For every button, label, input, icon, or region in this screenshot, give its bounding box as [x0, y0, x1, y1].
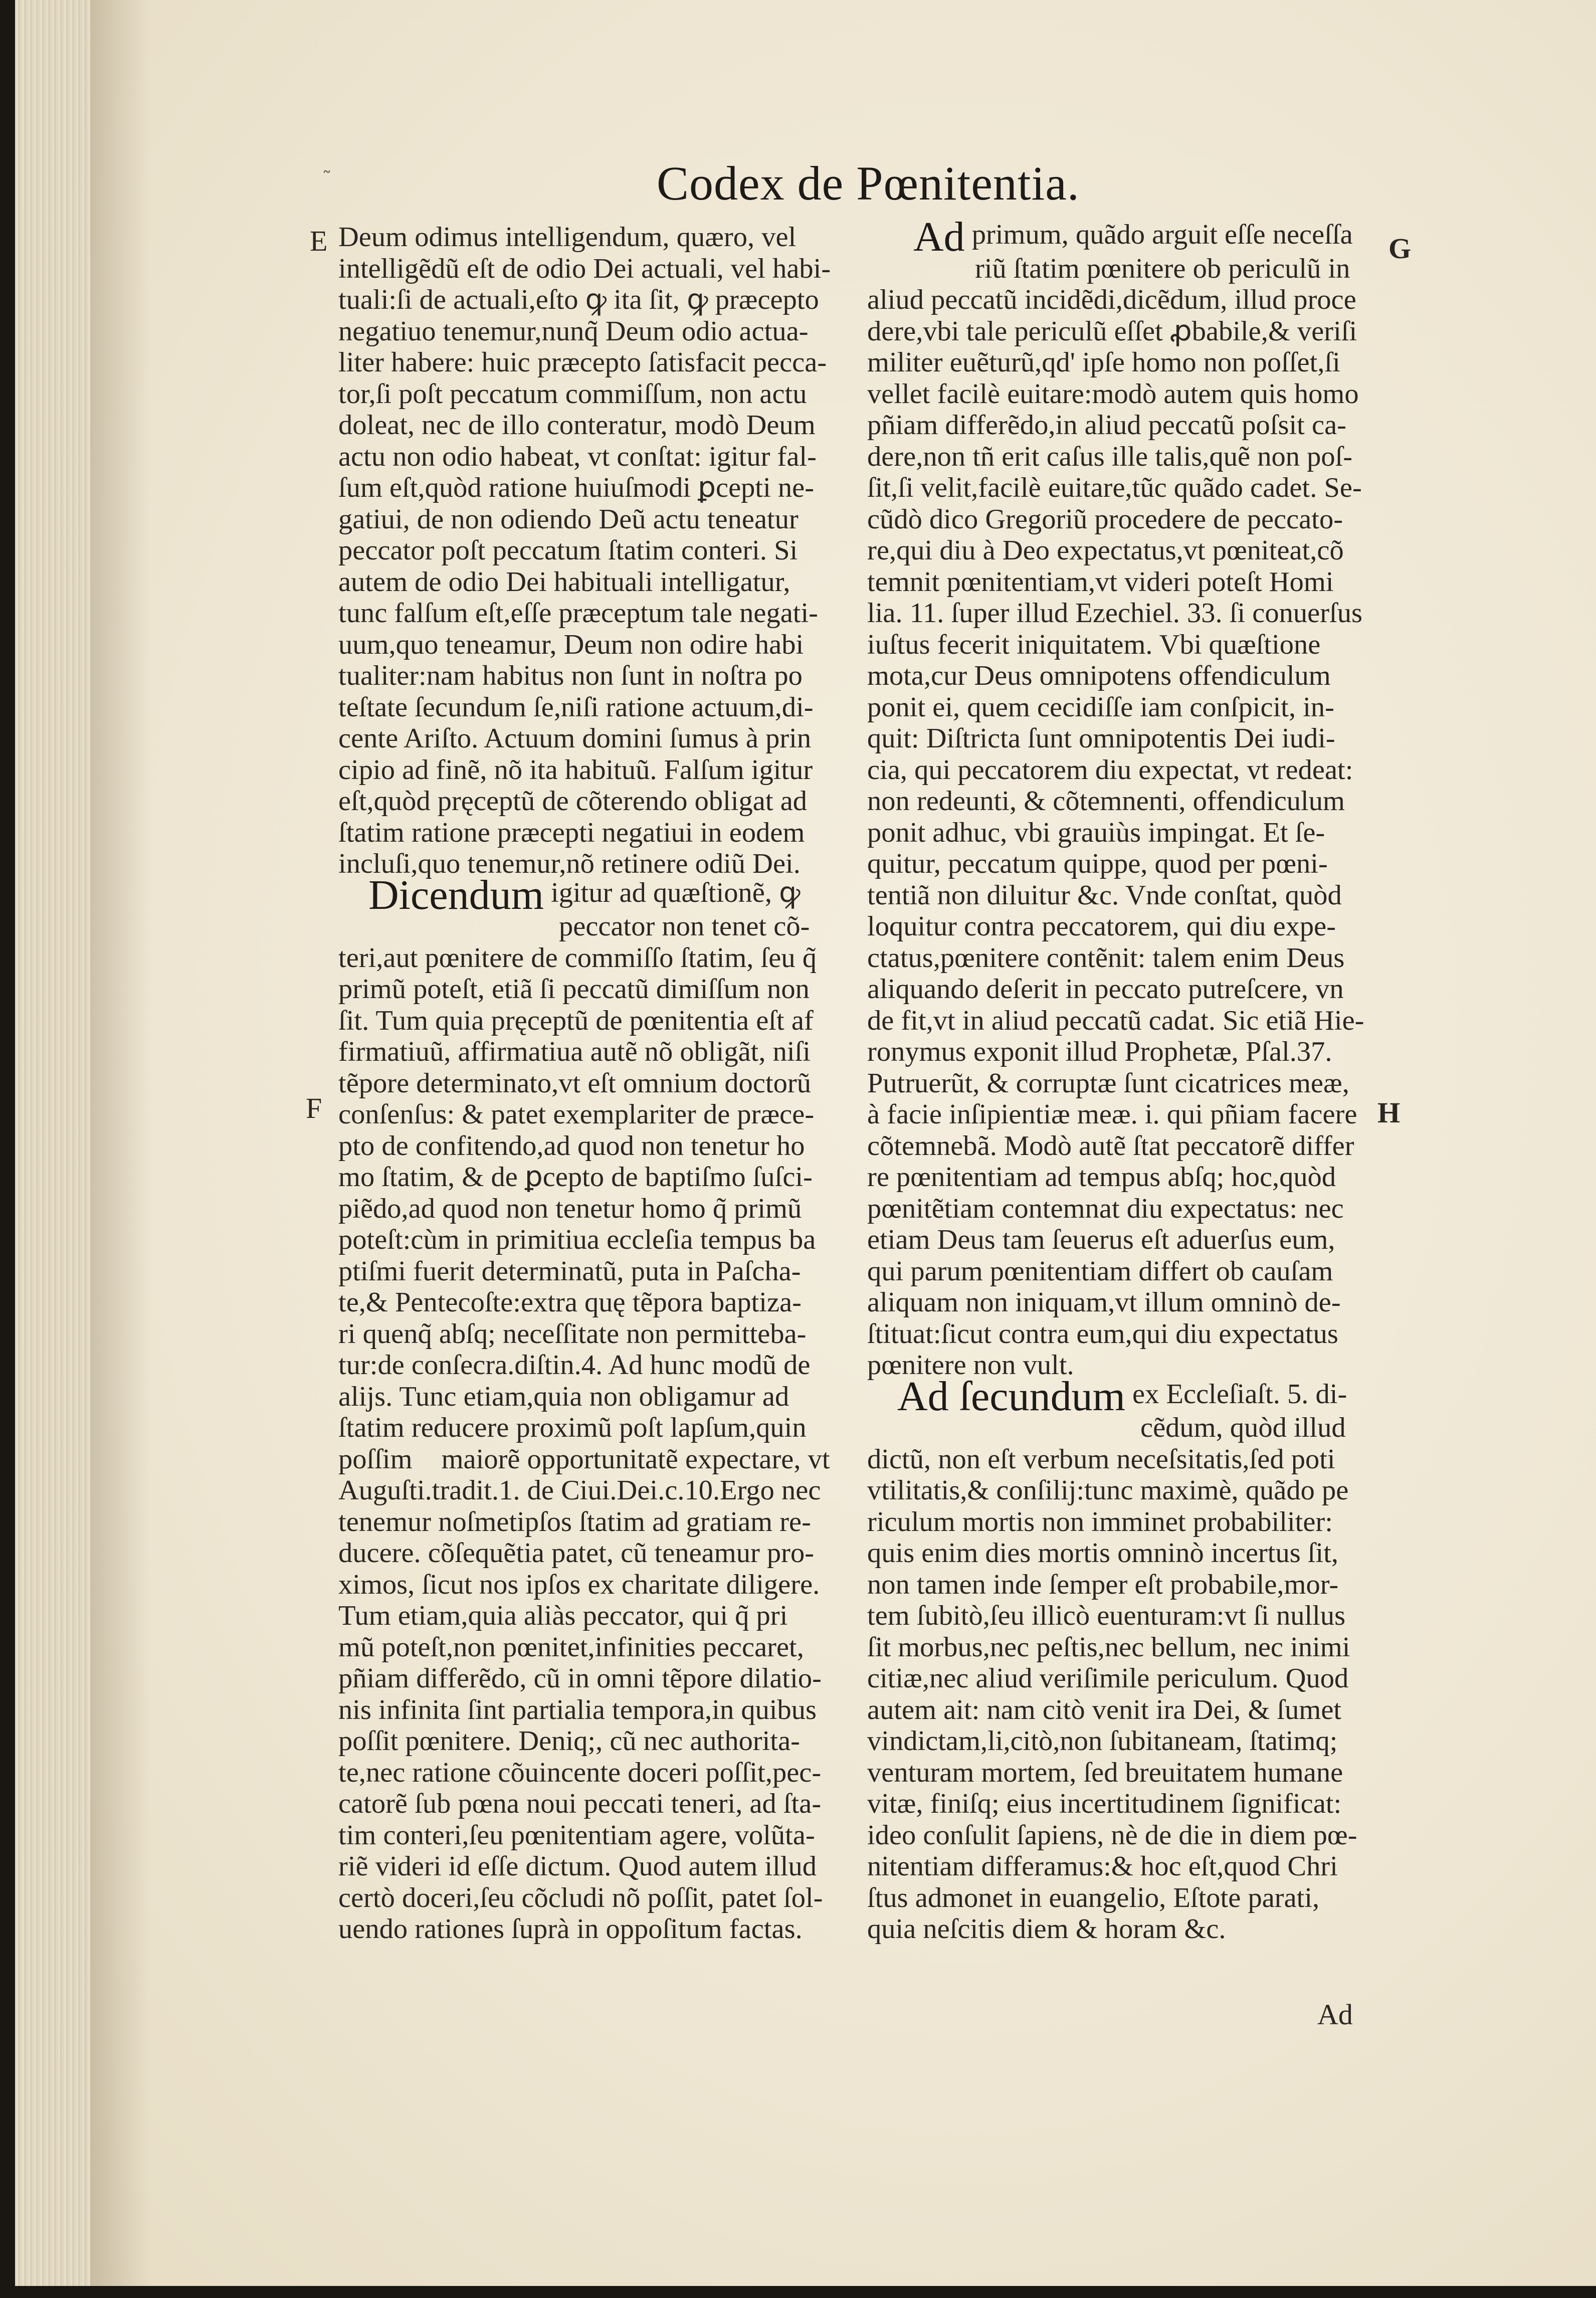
text-line: ptiſmi fuerit determinatũ, puta in Paſcha-	[338, 1255, 801, 1287]
text-line: vindictam,li,citò,non ſubitaneam, ſtatimq;	[867, 1726, 1338, 1757]
text-line: lia. 11. ſuper illud Ezechiel. 33. ſi conuerſus	[867, 598, 1362, 629]
text-line: vitæ, finiſq; eius incertitudinem ſignificat:	[867, 1788, 1342, 1819]
text-line: eſt,quòd pręceptũ de cõterendo obligat ad	[338, 786, 808, 817]
text-line: teri,aut pœnitere de commiſſo ſtatim, ſeu q̃	[338, 942, 817, 974]
text-line: Putruerũt, & corruptæ ſunt cicatrices meæ,	[867, 1067, 1349, 1099]
text-line: qui parum pœnitentiam differt ob cauſam	[867, 1255, 1333, 1287]
text-line: liter habere: huic præcepto ſatisfacit pecca-	[338, 347, 827, 378]
text-line: conſenſus: & patet exemplariter de præce-	[338, 1099, 815, 1130]
text-line: Auguſti.tradit.1. de Ciui.Dei.c.10.Ergo nec	[338, 1475, 821, 1506]
text-line: venturam mortem, ſed breuitatem humane	[867, 1757, 1343, 1788]
text-line: pto de confitendo,ad quod non tenetur ho	[338, 1130, 805, 1162]
text-line: ponit ei, quem cecidiſſe iam conſpicit, in-	[867, 691, 1334, 723]
text-line: ſit. Tum quia pręceptũ de pœnitentia eſt af	[338, 1005, 814, 1036]
text-line: te,& Pentecoſte:extra quę tẽpora baptiza-	[338, 1287, 802, 1318]
text-line: aliud peccatũ incidẽdi,dicẽdum, illud proce	[867, 284, 1356, 315]
book-page	[15, 0, 1596, 2286]
text-line: peccator poſt peccatum ſtatim conteri. Si	[338, 535, 798, 566]
text-line: quia neſcitis diem & horam &c.	[867, 1913, 1226, 1945]
text-line: dictũ, non eſt verbum neceſsitatis,ſed poti᷒	[867, 1443, 1357, 1475]
text-line: firmatiuũ, affirmatiua autẽ nõ obligãt, niſi	[338, 1036, 811, 1067]
text-line: ſum eſt,quòd ratione huiuſmodi ꝑcepti ne-	[338, 472, 815, 503]
text-line	[867, 214, 1388, 260]
text-line: riculum mortis non imminet probabiliter:	[867, 1506, 1333, 1538]
text-line: riẽ videri id eſſe dictum. Quod autem illud	[338, 1851, 817, 1882]
text-line: quit: Diſtricta ſunt omnipotentis Dei iudi-	[867, 723, 1335, 754]
text-line: poſſim᷒ maiorẽ opportunitatẽ expectare, vt	[338, 1443, 830, 1475]
text-line: pñiam differẽdo, cũ in omni tẽpore dilatio-	[338, 1663, 822, 1694]
text-line: mota,cur Deus omnipotens offendiculum	[867, 660, 1331, 691]
text-line: dere,non tñ erit caſus ille talis,quẽ non poſ-	[867, 441, 1353, 472]
text-line: peccator non tenet cõ-	[559, 911, 810, 942]
text-line: tenemur noſmetipſos ſtatim ad gratiam re-	[338, 1506, 811, 1538]
text-line: quitur, peccatum quippe, quod per pœni-	[867, 848, 1328, 879]
running-head: Codex de Pœnitentia.	[657, 156, 1080, 210]
text-line: aliquam non iniquam,vt illum omninò de-	[867, 1287, 1341, 1318]
margin-letter-g: G	[1388, 232, 1412, 265]
text-line: cente Ariſto. Actuum domini ſumus à prin	[338, 723, 812, 754]
left-column	[338, 222, 850, 1945]
text-line: piẽdo,ad quod non tenetur homo q̃ primũ	[338, 1193, 802, 1224]
text-line: loquitur contra peccatorem, qui diu expe-	[867, 911, 1336, 942]
text-line: ponit adhuc, vbi grauiùs impingat. Et ſe-	[867, 817, 1325, 848]
text-line: ximos, ſicut nos ipſos ex charitate diligere.	[338, 1569, 820, 1600]
text-line: certò doceri,ſeu cõcludi nõ poſſit, patet ſol-	[338, 1882, 823, 1913]
text-line: poſſit pœnitere. Deniq;, cũ nec authorita-	[338, 1726, 800, 1757]
text-line: cipio ad finẽ, nõ ita habituũ. Falſum igitur	[338, 754, 813, 786]
text-line: etiam Deus tam ſeuerus eſt aduerſus eum,	[867, 1224, 1335, 1255]
text-line: citiæ,nec aliud veriſimile periculum. Quod	[867, 1663, 1349, 1694]
margin-letter-h: H	[1377, 1096, 1401, 1129]
text-line	[338, 871, 850, 918]
text-line: iuſtus fecerit iniquitatem. Vbi quæſtione	[867, 629, 1321, 660]
text-line: uendo rationes ſuprà in oppoſitum factas.	[338, 1913, 803, 1945]
text-line: cia, qui peccatorem diu expectat, vt redeat:	[867, 754, 1353, 786]
text-line: primũ poteſt, etiã ſi peccatũ dimiſſum non	[338, 974, 810, 1005]
text-line: non redeunti, & cõtemnenti, offendiculum	[867, 786, 1345, 817]
text-line: tor,ſi poſt peccatum commiſſum, non actu	[338, 378, 807, 410]
text-line: tim conteri,ſeu pœnitentiam agere, volũta-	[338, 1819, 815, 1851]
text-line: mo ſtatim, & de ꝑcepto de baptiſmo ſuſci-	[338, 1162, 813, 1193]
text-line: ſtatim reducere proximũ poſt lapſum,quin	[338, 1412, 807, 1443]
text-line: re pœnitentiam ad tempus abſq; hoc,quòd	[867, 1162, 1336, 1193]
text-line: teſtate ſecundum ſe,niſi ratione actuum,di-	[338, 691, 814, 723]
text-line: temnit pœnitentiam,vt videri poteſt Homi	[867, 566, 1334, 598]
margin-letter-f: F	[306, 1092, 322, 1124]
text-line: ctatus,pœnitere contẽnit: talem enim Deus	[867, 942, 1345, 974]
text-line: re,qui diu à Deo expectatus,vt pœniteat,cõ	[867, 535, 1344, 566]
section-heading: Ad	[913, 214, 965, 260]
text-line: pœnitẽtiam contemnat diu expectatus: nec	[867, 1193, 1344, 1224]
text-line: tẽpore determinato,vt eſt omnium doctorũ	[338, 1067, 811, 1099]
text-line: incluſi,quo tenemur,nõ retinere odiũ Dei.	[338, 848, 801, 879]
text-line: cũdò dico Gregoriũ procedere de peccato-	[867, 503, 1343, 535]
text-line: ſit,ſi velit,facilè euitare,tũc quãdo cadet. Se-	[867, 472, 1362, 503]
text-line: negatiuo tenemur,nunq̃ Deum odio actua-	[338, 315, 809, 347]
text-line: ideo conſulit ſapiens, nè de die in diem pœ-	[867, 1819, 1357, 1851]
page-edges	[15, 0, 90, 2286]
text-line: poteſt:cùm in primitiua eccleſia tempus ba	[338, 1224, 816, 1255]
text-line: tentiã non diluitur &c. Vnde conſtat, quòd	[867, 879, 1342, 911]
text-line: aliquando deſerit in peccato putreſcere, vn	[867, 974, 1344, 1005]
text-line: ſtatim ratione præcepti negatiui in eodem	[338, 817, 805, 848]
text-line: ſtus admonet in euangelio, Eſtote parati,	[867, 1882, 1320, 1913]
section-heading-continuation: ex Eccleſiaſt. 5. di-	[1125, 1378, 1347, 1410]
text-line: Deum odimus intelligendum, quæro, vel	[338, 222, 796, 253]
text-line: doleat, nec de illo conteratur, modò Deum	[338, 410, 816, 441]
section-heading: Dicendum	[368, 871, 544, 918]
text-line: dere,vbi tale periculũ eſſet ꝓbabile,& veriſi	[867, 315, 1357, 347]
text-line: tem ſubitò,ſeu illicò euenturam:vt ſi nullus	[867, 1600, 1346, 1631]
ink-speck: ˜	[322, 168, 332, 191]
text-line: vtilitatis,& conſilij:tunc maximè, quãdo pe	[867, 1475, 1349, 1506]
text-line: autem ait: nam citò venit ira Dei, & ſumet	[867, 1694, 1342, 1726]
text-line	[867, 1373, 1388, 1420]
text-line: de fit,vt in aliud peccatũ cadat. Sic etiã Hie-	[867, 1005, 1364, 1036]
text-line: non tamen inde ſemper eſt probabile,mor-	[867, 1569, 1339, 1600]
text-line: nitentiam differamus:& hoc eſt,quod Chri	[867, 1851, 1338, 1882]
text-line: intelligẽdũ eſt de odio Dei actuali, vel habi-	[338, 253, 831, 284]
text-line: cẽdum, quòd illud	[1140, 1412, 1346, 1443]
text-line: uum,quo teneamur, Deum non odire habi	[338, 629, 804, 660]
text-line: actu non odio habeat, vt conſtat: igitur fal-	[338, 441, 817, 472]
text-line: ronymus exponit illud Prophetæ, Pſal.37.	[867, 1036, 1332, 1067]
right-column	[867, 214, 1388, 1945]
text-line: vellet facilè euitare:modò autem quis homo	[867, 378, 1359, 410]
text-line: quis enim dies mortis omninò incertus ſit,	[867, 1538, 1339, 1569]
catchword: Ad	[1317, 1998, 1353, 2031]
text-line: te,nec ratione cõuincente doceri poſſit,pec-	[338, 1757, 822, 1788]
margin-letter-e: E	[310, 225, 328, 257]
text-line: pœnitere non vult.	[867, 1350, 1074, 1381]
section-heading-continuation: igitur ad quæſtionẽ, ꝙ	[543, 877, 801, 908]
text-line: tur:de conſecra.diſtin.4. Ad hunc modũ de	[338, 1350, 811, 1381]
text-line: ſtituat:ſicut contra eum,qui diu expectatus	[867, 1318, 1338, 1350]
text-line: ducere. cõſequẽtia patet, cũ teneamur pro-	[338, 1538, 815, 1569]
text-line: alijs. Tunc etiam,quia non obligamur ad	[338, 1381, 789, 1412]
text-line: pñiam differẽdo,in aliud peccatũ poſsit ca-	[867, 410, 1346, 441]
text-line: à facie inſipientiæ meæ. i. qui pñiam facere	[867, 1099, 1357, 1130]
text-line: tunc falſum eſt,eſſe præceptum tale negati-	[338, 598, 818, 629]
text-line: ſit morbus,nec peſtis,nec bellum, nec inimi	[867, 1631, 1350, 1663]
text-line: militer euẽturũ,qd' ipſe homo non poſſet,ſi	[867, 347, 1340, 378]
text-line: mũ poteſt,non pœnitet,infinities peccaret,	[338, 1631, 804, 1663]
section-heading: Ad ſecundum	[897, 1373, 1125, 1420]
text-line: gatiui, de non odiendo Deũ actu teneatur	[338, 503, 799, 535]
section-heading-continuation: primum, quãdo arguit eſſe neceſſa	[964, 219, 1353, 250]
text-line: ri quenq̃ abſq; neceſſitate non permitteba-	[338, 1318, 807, 1350]
text-line: Tum etiam,quia aliàs peccator, qui q̃ pri	[338, 1600, 788, 1631]
text-line: tuali:ſi de actuali,eſto ꝙ ita ſit, ꝙ præcepto	[338, 284, 819, 315]
text-line: cõtemnebã. Modò autẽ ſtat peccatorẽ differ	[867, 1130, 1354, 1162]
text-line: nis infinita ſint partialia tempora,in quibus	[338, 1694, 817, 1726]
spine-shadow	[90, 0, 150, 2286]
text-line: riũ ſtatim pœnitere ob periculũ in	[975, 253, 1350, 284]
text-line: autem de odio Dei habituali intelligatur,	[338, 566, 790, 598]
text-line: tualiter:nam habitus non ſunt in noſtra po	[338, 660, 803, 691]
text-line: catorẽ ſub pœna noui peccati teneri, ad ſta-	[338, 1788, 822, 1819]
